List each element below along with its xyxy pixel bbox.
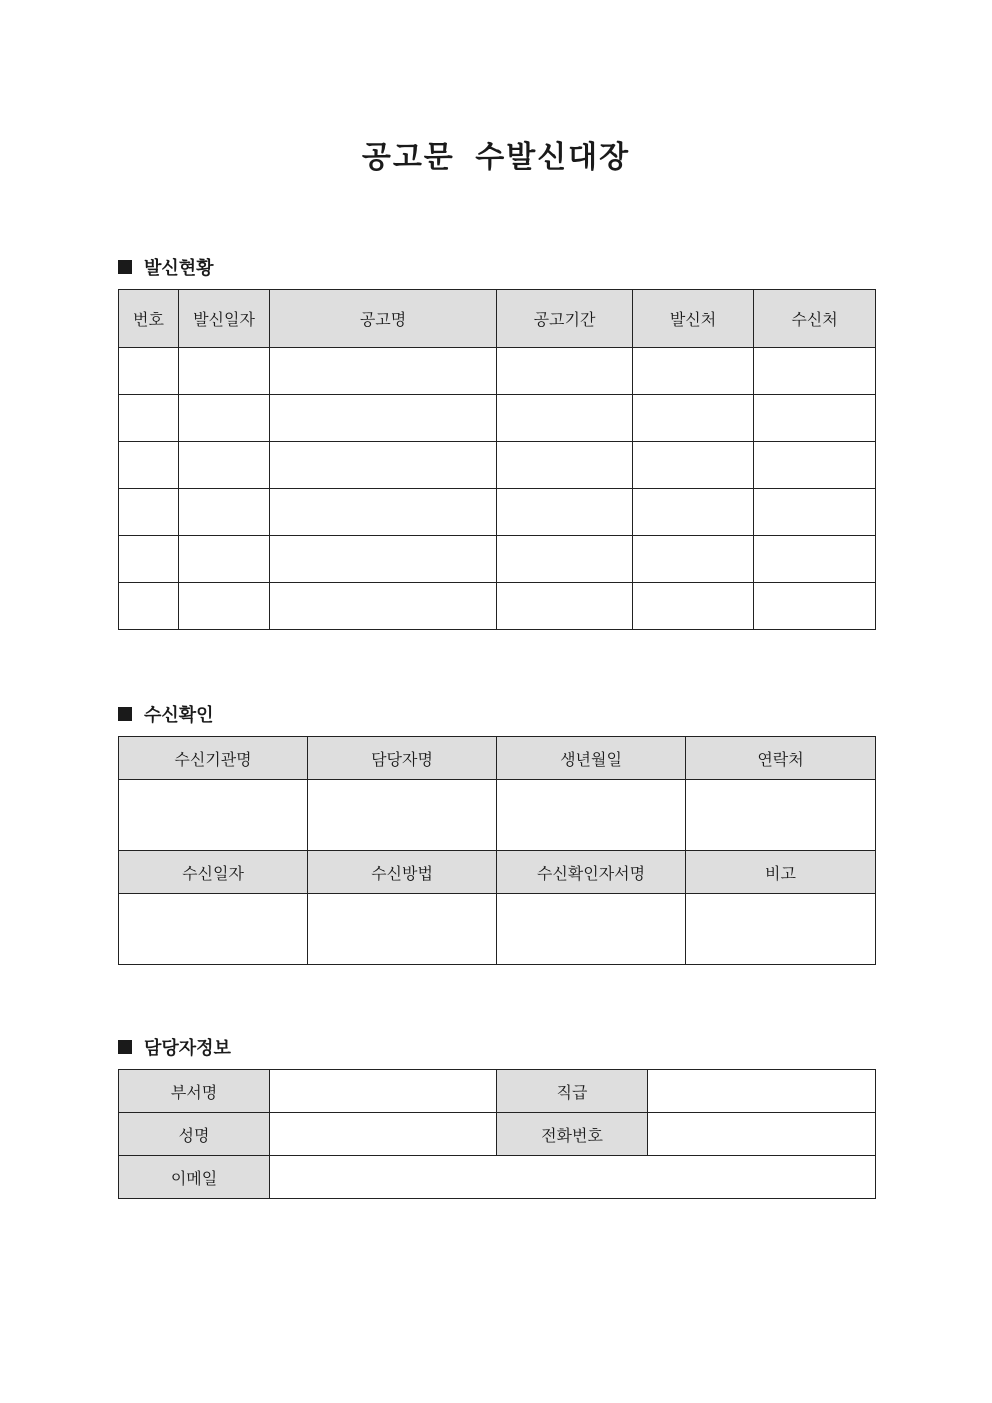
table-cell[interactable] bbox=[633, 395, 754, 442]
table-row bbox=[119, 583, 876, 630]
table-cell[interactable] bbox=[270, 536, 497, 583]
table-cell[interactable] bbox=[270, 395, 497, 442]
square-bullet-icon bbox=[118, 1040, 132, 1054]
table-row bbox=[119, 348, 876, 395]
column-header-number: 번호 bbox=[119, 290, 179, 348]
table-cell[interactable] bbox=[497, 583, 633, 630]
table-cell[interactable] bbox=[497, 536, 633, 583]
table-cell[interactable] bbox=[179, 536, 270, 583]
staff-info-table bbox=[118, 1069, 876, 1199]
department-field[interactable] bbox=[270, 1070, 497, 1113]
table-row bbox=[119, 1070, 876, 1113]
table-cell[interactable] bbox=[633, 348, 754, 395]
table-cell[interactable] bbox=[119, 395, 179, 442]
label-contact: 연락처 bbox=[686, 737, 876, 780]
table-cell[interactable] bbox=[633, 536, 754, 583]
table-cell[interactable] bbox=[497, 395, 633, 442]
table-row bbox=[119, 780, 876, 851]
table-row bbox=[119, 536, 876, 583]
table-cell[interactable] bbox=[119, 348, 179, 395]
table-cell[interactable] bbox=[179, 583, 270, 630]
birth-date-field[interactable] bbox=[497, 780, 686, 851]
label-email: 이메일 bbox=[119, 1156, 270, 1199]
contact-person-field[interactable] bbox=[308, 780, 497, 851]
label-remarks: 비고 bbox=[686, 851, 876, 894]
email-field[interactable] bbox=[270, 1156, 876, 1199]
table-row bbox=[119, 1113, 876, 1156]
column-header-send-date: 발신일자 bbox=[179, 290, 270, 348]
section-heading-send bbox=[118, 254, 214, 280]
section-heading-receive bbox=[118, 701, 214, 727]
receive-method-field[interactable] bbox=[308, 894, 497, 965]
receiver-signature-field[interactable] bbox=[497, 894, 686, 965]
receiving-agency-field[interactable] bbox=[119, 780, 308, 851]
phone-field[interactable] bbox=[648, 1113, 876, 1156]
column-header-notice-name: 공고명 bbox=[270, 290, 497, 348]
label-position: 직급 bbox=[497, 1070, 648, 1113]
table-cell[interactable] bbox=[179, 489, 270, 536]
table-header-row bbox=[119, 851, 876, 894]
table-cell[interactable] bbox=[179, 395, 270, 442]
table-header-row bbox=[119, 290, 876, 348]
column-header-notice-period: 공고기간 bbox=[497, 290, 633, 348]
section-heading-receive-label: 수신확인 bbox=[144, 705, 214, 726]
table-cell[interactable] bbox=[270, 348, 497, 395]
square-bullet-icon bbox=[118, 707, 132, 721]
table-row bbox=[119, 894, 876, 965]
table-cell[interactable] bbox=[754, 442, 876, 489]
position-field[interactable] bbox=[648, 1070, 876, 1113]
table-cell[interactable] bbox=[119, 489, 179, 536]
label-department: 부서명 bbox=[119, 1070, 270, 1113]
table-cell[interactable] bbox=[270, 489, 497, 536]
table-row bbox=[119, 1156, 876, 1199]
table-cell[interactable] bbox=[633, 583, 754, 630]
table-cell[interactable] bbox=[119, 583, 179, 630]
section-heading-staff bbox=[118, 1034, 231, 1060]
label-phone: 전화번호 bbox=[497, 1113, 648, 1156]
receipt-confirmation-table bbox=[118, 736, 876, 965]
table-header-row bbox=[119, 737, 876, 780]
label-receive-method: 수신방법 bbox=[308, 851, 497, 894]
table-cell[interactable] bbox=[754, 395, 876, 442]
table-cell[interactable] bbox=[754, 348, 876, 395]
name-field[interactable] bbox=[270, 1113, 497, 1156]
contact-field[interactable] bbox=[686, 780, 876, 851]
table-cell[interactable] bbox=[754, 489, 876, 536]
table-row bbox=[119, 395, 876, 442]
label-receive-date: 수신일자 bbox=[119, 851, 308, 894]
table-cell[interactable] bbox=[270, 442, 497, 489]
table-cell[interactable] bbox=[754, 583, 876, 630]
table-cell[interactable] bbox=[497, 442, 633, 489]
label-receiving-agency: 수신기관명 bbox=[119, 737, 308, 780]
table-cell[interactable] bbox=[119, 442, 179, 489]
table-cell[interactable] bbox=[633, 489, 754, 536]
table-cell[interactable] bbox=[633, 442, 754, 489]
table-cell[interactable] bbox=[497, 348, 633, 395]
table-cell[interactable] bbox=[754, 536, 876, 583]
table-row bbox=[119, 442, 876, 489]
page-title: 공고문 수발신대장 bbox=[361, 140, 631, 175]
label-birth-date: 생년월일 bbox=[497, 737, 686, 780]
section-heading-staff-label: 담당자정보 bbox=[144, 1038, 231, 1059]
table-cell[interactable] bbox=[119, 536, 179, 583]
label-name: 성명 bbox=[119, 1113, 270, 1156]
column-header-recipient: 수신처 bbox=[754, 290, 876, 348]
table-cell[interactable] bbox=[497, 489, 633, 536]
remarks-field[interactable] bbox=[686, 894, 876, 965]
receive-date-field[interactable] bbox=[119, 894, 308, 965]
label-receiver-signature: 수신확인자서명 bbox=[497, 851, 686, 894]
table-cell[interactable] bbox=[270, 583, 497, 630]
column-header-sender: 발신처 bbox=[633, 290, 754, 348]
table-cell[interactable] bbox=[179, 442, 270, 489]
send-status-table bbox=[118, 289, 876, 630]
label-contact-person: 담당자명 bbox=[308, 737, 497, 780]
square-bullet-icon bbox=[118, 260, 132, 274]
table-row bbox=[119, 489, 876, 536]
table-cell[interactable] bbox=[179, 348, 270, 395]
section-heading-send-label: 발신현황 bbox=[144, 258, 214, 279]
